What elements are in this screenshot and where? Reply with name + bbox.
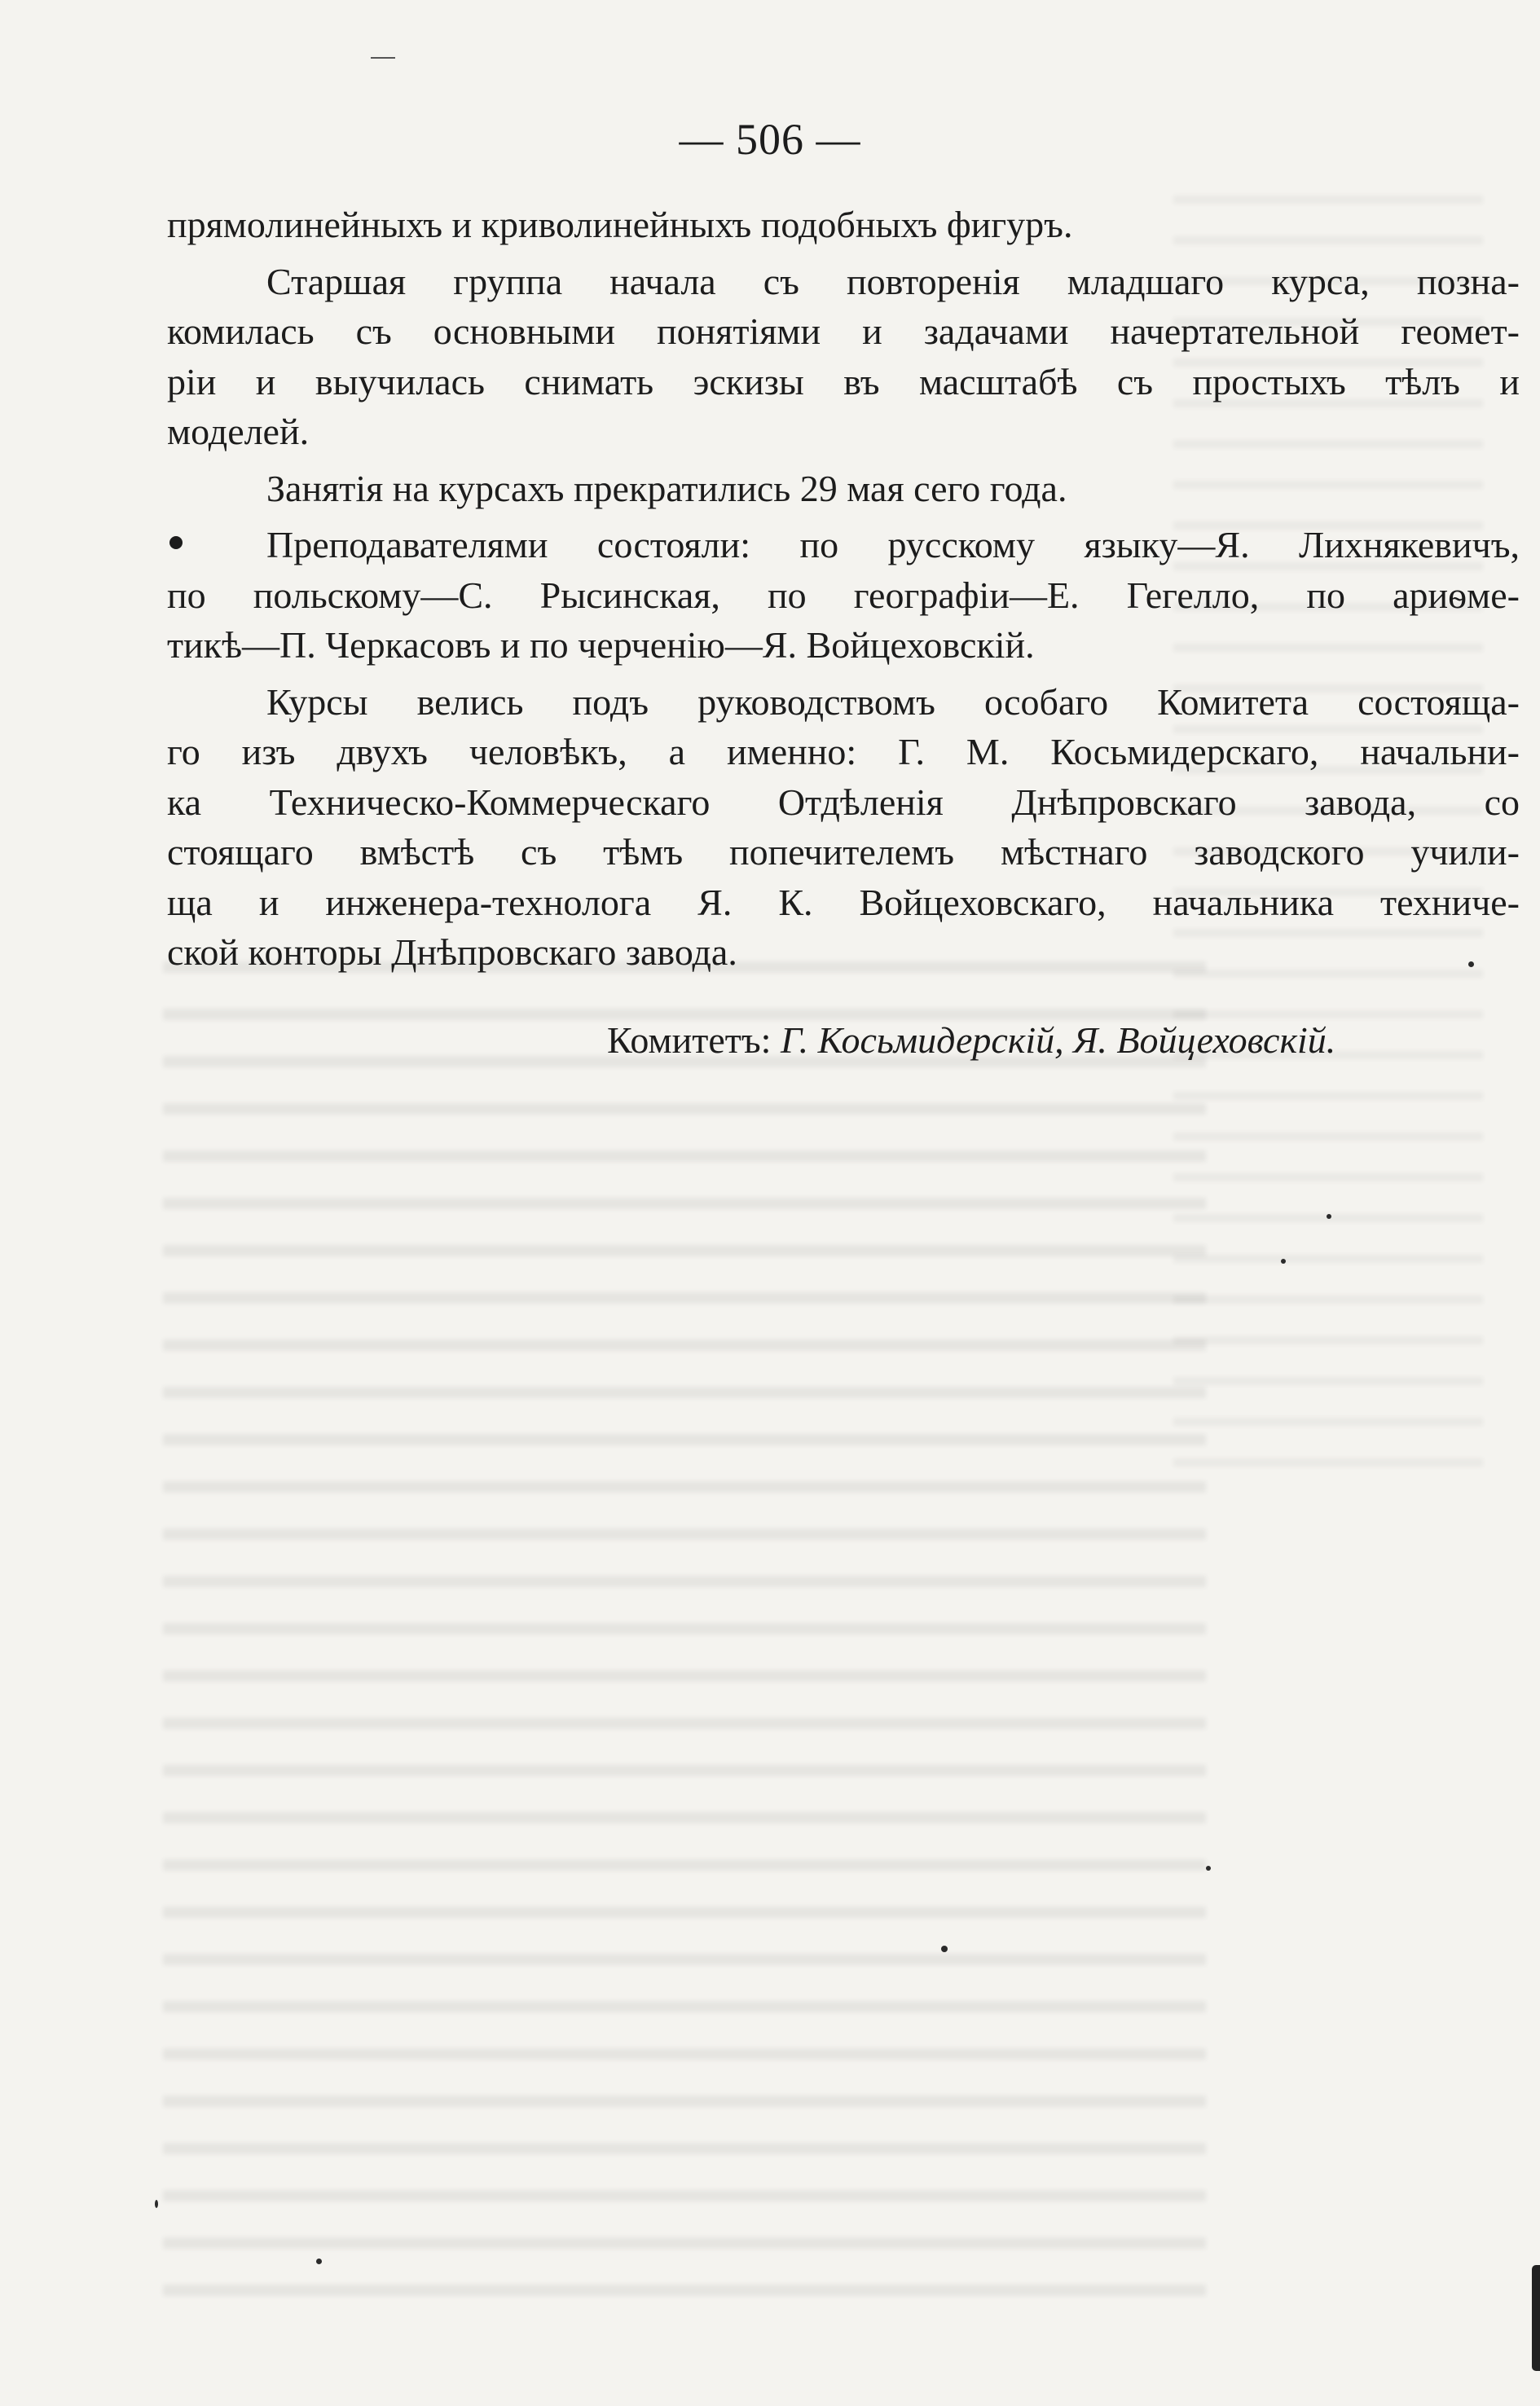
text-line: го изъ двухъ человѣкъ, а именно: Г. М. Косьмидерскаго, начальни- (167, 731, 1520, 772)
text-line: ріи и выучилась снимать эскизы въ масштабѣ съ простыхъ тѣлъ и (167, 360, 1520, 402)
text-line: моделей. (167, 411, 310, 452)
text-line: тикѣ—П. Черкасовъ и по черченію—Я. Войцеховскій. (167, 624, 1035, 666)
bullet-mark (169, 536, 183, 549)
body-text (167, 200, 1520, 978)
signature-names: Г. Косьмидерскій, Я. Войцеховскій. (780, 1019, 1336, 1061)
speck (155, 2200, 158, 2208)
text-line: ской конторы Днѣпровскаго завода. (167, 931, 737, 973)
page-number: — 506 — (679, 115, 861, 164)
text-line: ка Техническо-Коммерческаго Отдѣленія Днѣпровскаго завода, со (167, 781, 1520, 823)
text-line: Курсы велись подъ руководствомъ особаго Комитета состояща- (266, 680, 1520, 723)
page-mark (371, 57, 395, 59)
committee-signature (607, 1018, 1335, 1062)
speck (1468, 961, 1474, 967)
text-line: Занятія на курсахъ прекратились 29 мая сего года. (266, 467, 1067, 509)
speck (941, 1946, 948, 1952)
text-line: Старшая группа начала съ повторенія младшаго курса, позна- (266, 260, 1520, 302)
text-line: стоящаго вмѣстѣ съ тѣмъ попечителемъ мѣстнаго заводского учили- (167, 831, 1520, 873)
speck (1327, 1214, 1331, 1219)
text-line: прямолинейныхъ и криволинейныхъ подобныхъ фигуръ. (167, 204, 1073, 245)
speck (1281, 1259, 1286, 1264)
text-line: комилась съ основными понятіями и задачами начертательной геомет- (167, 310, 1520, 352)
speck (1206, 1866, 1211, 1871)
text-line: по польскому—С. Рысинская, по географіи—Е. Гегелло, по ариѳме- (167, 574, 1520, 616)
text-line: ща и инженера-технолога Я. К. Войцеховскаго, начальника техниче- (167, 881, 1520, 923)
text-line: Преподавателями состояли: по русскому языку—Я. Лихнякевичъ, (266, 524, 1520, 565)
page-edge-mark (1532, 2265, 1540, 2371)
speck (316, 2259, 322, 2264)
bleed-through-text (163, 961, 1206, 2306)
signature-label: Комитетъ: (607, 1019, 772, 1061)
